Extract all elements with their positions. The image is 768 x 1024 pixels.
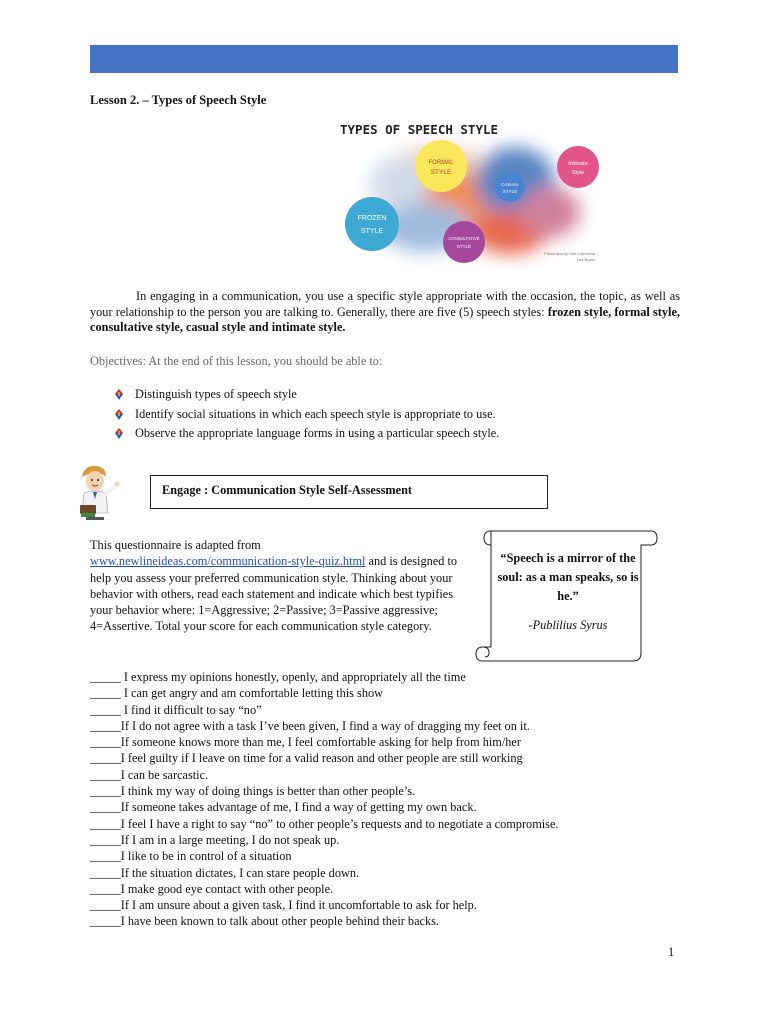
engage-box [150, 475, 548, 509]
statement-item: _____I feel guilty if I leave on time for a valid reason and other people are still working [90, 751, 523, 766]
statement-item: _____If I do not agree with a task I’ve been given, I find a way of dragging my feet on it. [90, 718, 530, 733]
statement-item: _____I make good eye contact with other people. [90, 881, 334, 896]
intro-paragraph [90, 289, 680, 336]
teacher-clipart-icon [72, 463, 122, 521]
objective-item: Distinguish types of speech style [112, 385, 499, 405]
statement-item: _____If I am in a large meeting, I do not speak up. [90, 832, 340, 847]
objective-item: Observe the appropriate language forms in using a particular speech style. [112, 424, 499, 444]
header-bar [90, 45, 678, 73]
quote-author: -Publilius Syrus [528, 618, 608, 632]
statement-item: _____ I find it difficult to say “no” [90, 702, 262, 717]
questionnaire-line1: This questionnaire is adapted from [90, 538, 261, 552]
intro-styles-list: frozen style, formal style, consultative style, casual style and intimate style. [90, 304, 681, 334]
svg-text:STYLE: STYLE [456, 244, 472, 249]
svg-text:STYLE: STYLE [360, 228, 384, 235]
svg-text:STYLE: STYLE [502, 189, 518, 194]
questionnaire-intro [90, 537, 468, 635]
svg-text:STYLE: STYLE [430, 169, 452, 176]
intro-text: In engaging in a communication, you use a specific style appropriate with the occasion, the topic, as well as your relationship to the person you are talking to. Generally, there are five (5) speech styles: [90, 289, 680, 319]
lesson-title: Lesson 2. – Types of Speech Style [90, 93, 267, 107]
statement-item: _____I feel I have a right to say “no” to other people’s requests and to negotiate a compromise. [90, 816, 559, 831]
arrow-bullet-icon [112, 427, 126, 440]
statement-item: _____If the situation dictates, I can stare people down. [90, 865, 360, 880]
statement-item: _____If someone takes advantage of me, I find a way of getting my own back. [90, 800, 477, 815]
statements-list [90, 669, 690, 930]
speech-style-infographic [320, 112, 610, 270]
objectives-list [112, 385, 499, 444]
statement-item: _____I have been known to talk about other people behind their backs. [90, 914, 439, 929]
arrow-bullet-icon [112, 388, 126, 401]
svg-text:FROZEN: FROZEN [357, 215, 387, 222]
engage-title: Engage : Communication Style Self-Assessment [162, 483, 413, 497]
svg-text:CASUAL: CASUAL [500, 182, 520, 187]
statement-item: _____If I am unsure about a given task, I find it uncomfortable to ask for help. [90, 898, 477, 913]
statement-item: _____ I can get angry and am comfortable letting this show [90, 686, 383, 701]
infographic-title: TYPES OF SPEECH STYLE [340, 122, 499, 137]
quiz-link[interactable]: www.newlineideas.com/communication-style-quiz.html [90, 554, 366, 569]
svg-text:Style: Style [571, 170, 585, 176]
statement-item: _____ I express my opinions honestly, openly, and appropriately all the time [90, 670, 466, 684]
quote-text: “Speech is a mirror of the soul: as a man speaks, so is he.” [497, 551, 639, 603]
arrow-bullet-icon [112, 408, 126, 421]
statement-item: _____I like to be in control of a situation [90, 849, 292, 864]
statement-item: _____I think my way of doing things is better than other people’s. [90, 784, 416, 799]
svg-text:Intimate: Intimate [568, 161, 588, 167]
svg-text:Lea Bryan: Lea Bryan [576, 257, 595, 262]
questionnaire-rest: and is designed to help you assess your preferred communication style. Thinking about your behavior with others, read each statement and indicate which best typifies your behavior where: 1=Aggressive; 2=Passive; 3=Passive aggressive; 4=Assertive. Total your score for each communication style category. [90, 554, 458, 634]
objective-item: Identify social situations in which each speech style is appropriate to use. [112, 405, 499, 425]
statement-item: _____I can be sarcastic. [90, 767, 209, 782]
page-number: 1 [668, 945, 675, 959]
svg-text:Presented by: Lea Layosetta: Presented by: Lea Layosetta [544, 251, 595, 256]
svg-text:FORMAL: FORMAL [428, 160, 454, 166]
statement-item: _____If someone knows more than me, I feel comfortable asking for help from him/her [90, 735, 521, 750]
objectives-heading: Objectives: At the end of this lesson, you should be able to: [90, 354, 383, 368]
svg-text:CONSULTATIVE: CONSULTATIVE [448, 236, 480, 241]
